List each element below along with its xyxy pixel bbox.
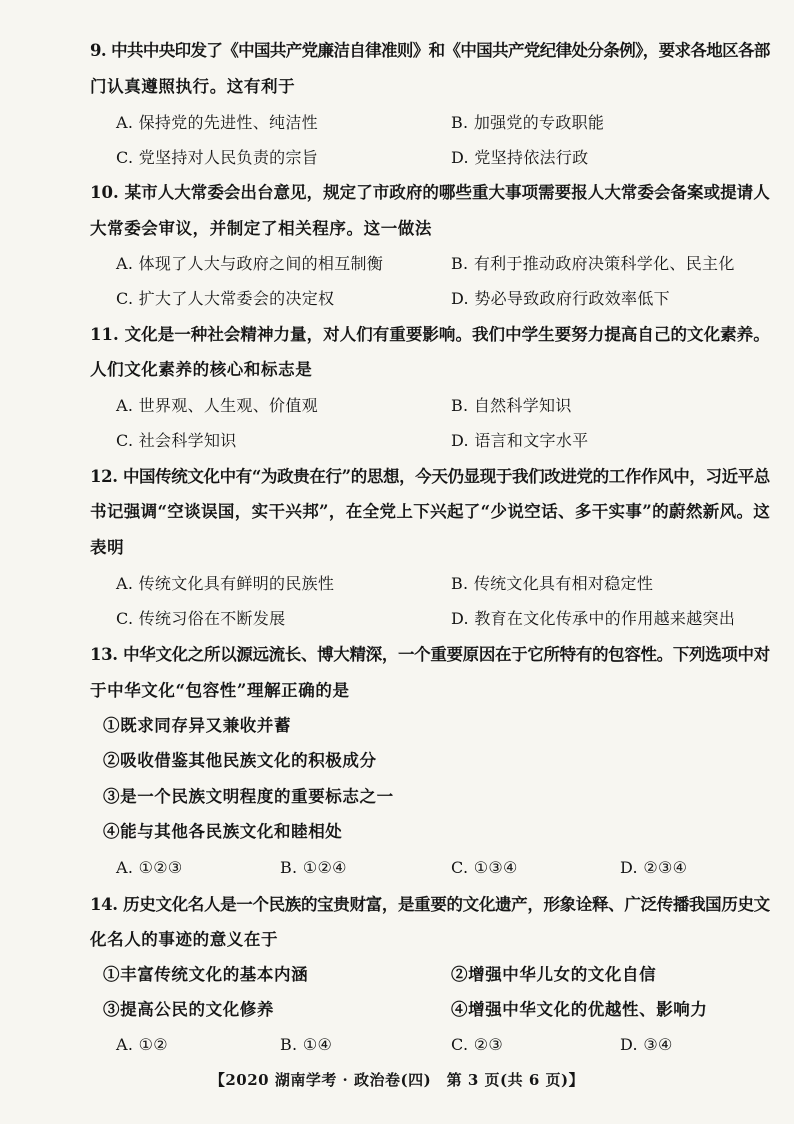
question-9-option-d: D. 党坚持依法行政 [451,148,589,167]
question-14-stem-line-1: 14. 历史文化名人是一个民族的宝贵财富，是重要的文化遗产，形象诠释、广泛传播我国历史文 [90,895,770,914]
question-11-option-d: D. 语言和文字水平 [451,431,589,450]
question-12-option-a: A. 传统文化具有鲜明的民族性 [116,574,335,593]
question-13-statement-2: ②吸收借鉴其他民族文化的积极成分 [103,751,377,770]
question-14-statement-2: ②增强中华儿女的文化自信 [451,965,657,984]
question-13-option-a: A. ①②③ [116,858,183,877]
question-10-stem-line-2: 大常委会审议，并制定了相关程序。这一做法 [90,219,432,238]
question-14-stem-line-2: 化名人的事迹的意义在于 [90,930,279,949]
question-14-option-a: A. ①② [116,1035,168,1054]
question-9-option-a: A. 保持党的先进性、纯洁性 [116,113,318,132]
question-10-option-c: C. 扩大了人大常委会的决定权 [116,289,335,308]
question-13-option-d: D. ②③④ [620,858,688,877]
question-12-option-d: D. 教育在文化传承中的作用越来越突出 [451,609,736,628]
question-13-statement-1: ①既求同存异又兼收并蓄 [103,716,292,735]
question-14-option-c: C. ②③ [451,1035,504,1054]
page-footer: 【2020 湖南学考 · 政治卷(四) 第 3 页(共 6 页)】 [209,1071,585,1089]
question-11-stem-line-1: 11. 文化是一种社会精神力量，对人们有重要影响。我们中学生要努力提高自己的文化素养。 [90,325,770,344]
question-13-statement-3: ③是一个民族文明程度的重要标志之一 [103,787,394,806]
question-11-option-c: C. 社会科学知识 [116,431,237,450]
question-10-stem-line-1: 10. 某市人大常委会出台意见，规定了市政府的哪些重大事项需要报人大常委会备案或提请人 [90,183,770,202]
question-14-statement-1: ①丰富传统文化的基本内涵 [103,965,309,984]
question-11-stem-line-2: 人们文化素养的核心和标志是 [90,360,313,379]
question-13-option-c: C. ①③④ [451,858,518,877]
question-13-stem-line-2: 于中华文化“包容性”理解正确的是 [90,681,350,700]
question-11-option-a: A. 世界观、人生观、价值观 [116,396,318,415]
question-9-option-c: C. 党坚持对人民负责的宗旨 [116,148,319,167]
question-13-stem-line-1: 13. 中华文化之所以源远流长、博大精深，一个重要原因在于它所特有的包容性。下列选项中对 [90,645,770,664]
question-11-option-b: B. 自然科学知识 [451,396,572,415]
question-12-stem-line-2: 书记强调“空谈误国，实干兴邦”，在全党上下兴起了“少说空话、多干实事”的蔚然新风。这 [90,502,771,521]
question-12-stem-line-1: 12. 中国传统文化中有“为政贵在行”的思想，今天仍显现于我们改进党的工作作风中，习近平总 [90,467,770,486]
question-9-option-b: B. 加强党的专政职能 [451,113,605,132]
question-12-option-b: B. 传统文化具有相对稳定性 [451,574,654,593]
question-14-statement-4: ④增强中华文化的优越性、影响力 [451,1000,708,1019]
question-13-option-b: B. ①②④ [280,858,347,877]
question-14-statement-3: ③提高公民的文化修养 [103,1000,274,1019]
question-10-option-b: B. 有利于推动政府决策科学化、民主化 [451,254,735,273]
question-10-option-a: A. 体现了人大与政府之间的相互制衡 [116,254,384,273]
question-13-statement-4: ④能与其他各民族文化和睦相处 [103,822,343,841]
question-9-stem-line-2: 门认真遵照执行。这有利于 [90,77,296,96]
question-14-option-d: D. ③④ [620,1035,673,1054]
question-12-stem-line-3: 表明 [90,538,125,557]
question-14-option-b: B. ①④ [280,1035,333,1054]
question-9-stem-line-1: 9. 中共中央印发了《中国共产党廉洁自律准则》和《中国共产党纪律处分条例》，要求各地区各部 [90,41,770,60]
question-10-option-d: D. 势必导致政府行政效率低下 [451,289,670,308]
question-12-option-c: C. 传统习俗在不断发展 [116,609,286,628]
